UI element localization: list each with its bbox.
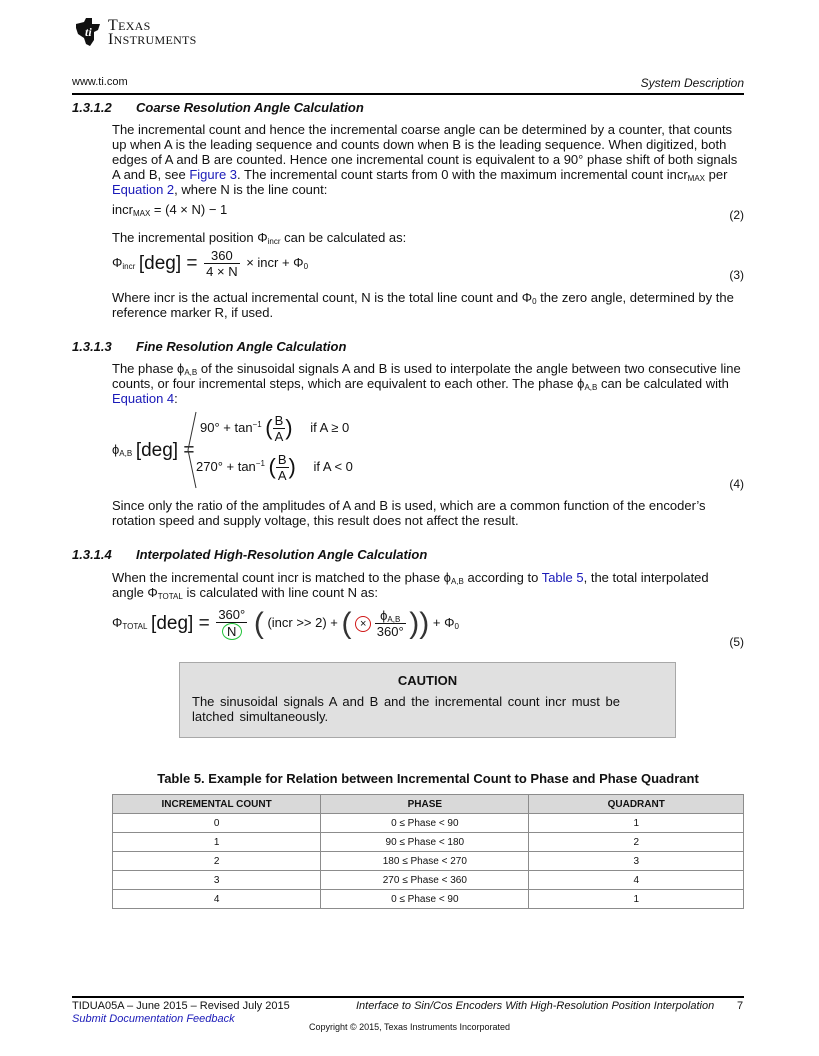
section-label: System Description [640,76,744,90]
eq-text: Φ [112,615,123,630]
equation-4-case-2: $270^\circ + \tan^{-1}$ ( $\frac{B}{A}$ ) if A < 0 [196,452,353,483]
text: . The incremental count starts from 0 with the maximum incremental count incr [237,167,688,182]
header-quadrant: QUADRANT [529,795,744,814]
table-row [113,890,744,909]
cell-phase: 180 ≤ Phase < 270 [321,852,529,871]
eq-sub: incr [122,261,136,271]
section-number: 1.3.1.4 [72,547,112,562]
eq3-fraction [204,248,239,279]
eq-text: incr [112,202,133,217]
header-rule [72,93,744,95]
eq-sup: −1 [252,419,262,429]
copyright: Copyright © 2015, Texas Instruments Incorporated [308,1022,511,1032]
cell-count: 4 [113,890,321,909]
text: the zero angle, determined by the reference marker R, if used. [112,290,734,320]
section-title: Interpolated High-Resolution Angle Calculation [136,547,428,562]
denominator: A [277,468,287,483]
eq-deg: [deg] = [138,252,198,274]
eq-deg: [deg] = [135,440,195,461]
denominator: A [274,429,284,444]
cell-quadrant: 1 [529,890,744,909]
submit-feedback-link[interactable]: Submit Documentation Feedback [72,1013,235,1025]
cell-quadrant: 1 [529,814,744,833]
page-number: 7 [737,1000,744,1012]
text: can be calculated as: [280,230,407,245]
numerator: 360° [218,607,246,623]
coarse-paragraph [112,122,744,197]
logo-line2: NSTRUMENTS [113,33,197,47]
caution-title: CAUTION [397,673,458,688]
text: The incremental count and hence the incremental coarse angle can be determined by a counter, that counts up when A is the leading sequence and counts down when B is the leading sequence. When digitized, both edges of A and B are counted. Hence one incremental count is equivalent to a 90° phase shift of both signals A and B, see [112,122,738,182]
case2-fraction [276,452,289,483]
section-title: Coarse Resolution Angle Calculation [136,100,364,115]
times-highlight-circle: × [355,616,371,632]
subscript: A,B [584,383,598,392]
denominator: 360° [376,624,404,640]
n-highlight-circle: N [222,623,242,640]
cell-count: 0 [113,814,321,833]
eq-condition: if A ≥ 0 [310,419,350,435]
cell-phase: 90 ≤ Phase < 180 [321,833,529,852]
incremental-position-paragraph [112,230,744,245]
cell-phase: 270 ≤ Phase < 360 [321,871,529,890]
equation-2 [112,202,227,217]
text: : [174,391,178,406]
caution-box [179,662,676,738]
text: of the sinusoidal signals A and B is used to interpolate the angle between two consecutive line counts, or four incremental steps, which are equivalent to each other. The phase ϕ [112,361,741,391]
text: The phase ϕ [112,361,185,376]
case1-fraction [273,413,286,444]
eq-deg: [deg] = [151,613,210,634]
table-header-row [113,795,744,814]
text: is calculated with line count N as: [182,585,378,600]
phase-quadrant-table [112,794,744,909]
header-phase: PHASE [321,795,529,814]
subscript: TOTAL [157,592,183,601]
eq-text: × incr + Φ [246,254,304,270]
section-number: 1.3.1.3 [72,339,112,354]
section-heading-1-3-1-3 [72,339,346,354]
text: Where incr is the actual incremental count, N is the total line count and Φ [112,290,533,305]
ratio-paragraph: Since only the ratio of the amplitudes of A and B is used, which are a common function of the encoder’s rotation speed and supply voltage, this result does not affect the result. [112,498,706,528]
header-incremental-count: INCREMENTAL COUNT [113,795,321,814]
eq-text: 270° + tan [196,458,256,474]
subscript: A,B [184,368,198,377]
numerator: B [274,413,284,428]
equation-4-case-1: $90^\circ + \tan^{-1}$ ( $\frac{B}{A}$ ) if A ≥ 0 [200,413,350,444]
numerator: ϕ [380,608,388,624]
eq-sub: MAX [132,209,151,218]
footer-rule [72,996,744,998]
section-heading-1-3-1-2 [72,100,364,115]
numerator: 360 [204,248,239,264]
fine-paragraph [112,361,744,406]
eq-sub: A,B [387,615,401,625]
cell-quadrant: 3 [529,852,744,871]
interpolated-paragraph [112,570,744,600]
subscript: incr [267,237,281,246]
cell-count: 1 [113,833,321,852]
equation-2-link[interactable]: Equation 2 [112,182,175,197]
eq-text: 90° + tan [200,419,253,435]
svg-text:ti: ti [85,25,92,39]
eq-sup: −1 [255,458,265,468]
subscript: MAX [687,174,705,183]
logo-line1: EXAS [118,19,151,33]
cell-count: 2 [113,852,321,871]
text: When the incremental count incr is matched to the phase ϕ [112,570,451,585]
text: can be calculated with [597,376,729,391]
subscript: A,B [450,577,464,586]
denominator: 4 × N [206,264,238,279]
equation-4-lhs [112,440,194,462]
text: The incremental position Φ [112,230,268,245]
cell-quadrant: 2 [529,833,744,852]
text: according to [463,570,542,585]
figure-3-link[interactable]: Figure 3 [189,167,238,182]
eq-condition: if A < 0 [313,458,353,474]
numerator: B [277,452,287,467]
logo-wordmark: TEXAS INSTRUMENTS [108,17,197,48]
eq-sub: TOTAL [122,622,148,631]
equation-number-5: (5) [729,635,744,649]
table-5-link[interactable]: Table 5 [541,570,584,585]
text: , the total interpolated angle Φ [112,570,709,600]
section-title: Fine Resolution Angle Calculation [136,339,347,354]
document-id: TIDUA05A – June 2015 – Revised July 2015 [72,1000,290,1012]
eq-text: Φ [112,254,123,270]
table-row [113,833,744,852]
equation-number-3: (3) [729,268,744,282]
equation-3 [112,248,308,279]
text: per [705,167,728,182]
table-title: Table 5. Example for Relation between Incremental Count to Phase and Phase Quadrant [157,771,699,786]
eq-sub: A,B [119,449,133,458]
cell-count: 3 [113,871,321,890]
zero-angle-paragraph [112,290,744,320]
subscript: 0 [532,297,537,306]
text: , where N is the line count: [174,182,328,197]
eq-sub: 0 [454,622,459,631]
equation-number-2: (2) [729,208,744,222]
cell-phase: 0 ≤ Phase < 90 [321,890,529,909]
eq-text: ϕ [112,442,120,457]
section-number: 1.3.1.2 [72,100,112,115]
ti-texas-logo-icon [74,16,104,48]
eq5-inner-fraction [375,608,406,639]
ti-logo [74,16,204,50]
section-heading-1-3-1-4 [72,547,427,562]
website-link[interactable]: www.ti.com [72,76,128,88]
caution-body: The sinusoidal signals A and B and the incremental count incr must be latched simultaneously. [192,694,620,724]
equation-5: $\Phi_{TOTAL}$ [deg] = $\frac{360^\circ}{N}$ ( (incr >> 2) + ( × $\frac{\phi_{A,B}}{360^\circ}$ )) + $\Phi_0$ [112,607,459,640]
table-row [113,852,744,871]
document-title: Interface to Sin/Cos Encoders With High-Resolution Position Interpolation [356,1000,715,1012]
table-row [113,814,744,833]
equation-number-4: (4) [729,477,744,491]
equation-4-link[interactable]: Equation 4 [112,391,175,406]
cell-quadrant: 4 [529,871,744,890]
eq-text: = (4 × N) − 1 [150,202,228,217]
eq-text: (incr >> 2) + [267,615,338,630]
eq-sub: 0 [303,261,309,271]
eq-text: + Φ [432,615,455,630]
table-row [113,871,744,890]
cell-phase: 0 ≤ Phase < 90 [321,814,529,833]
eq5-fraction [216,607,247,640]
